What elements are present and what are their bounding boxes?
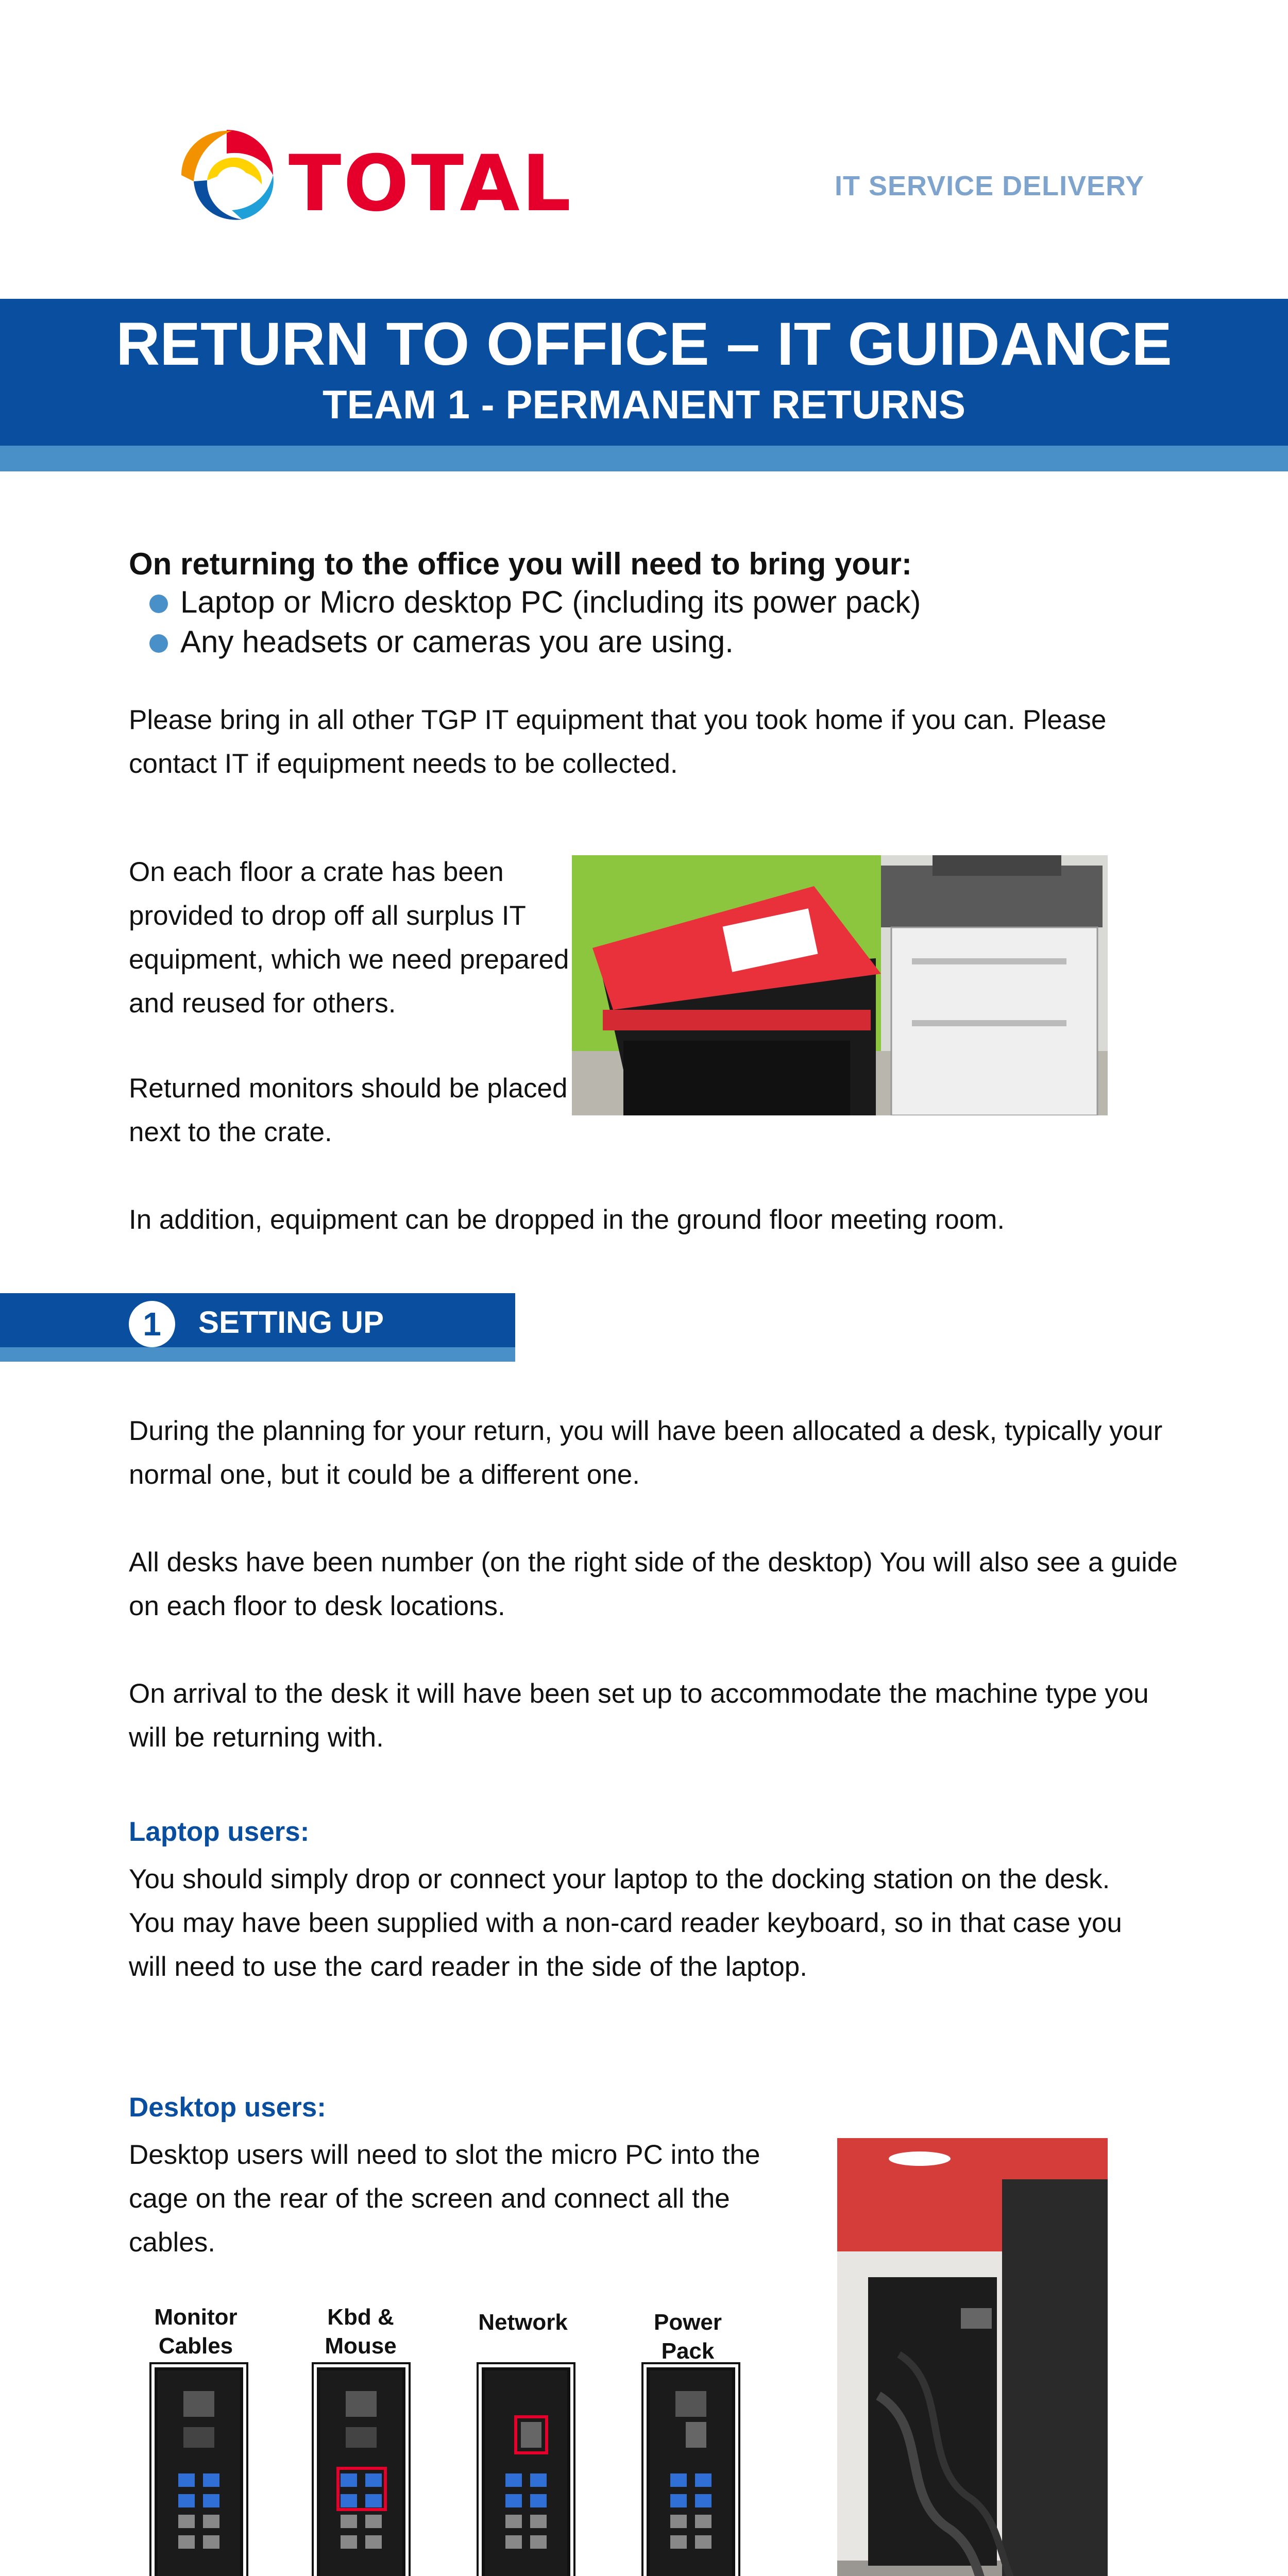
section-number-badge: 1: [129, 1301, 175, 1347]
pc-cage-photo: [837, 2138, 1108, 2576]
pc-rear-network-port: [482, 2367, 570, 2576]
list-item-text: Any headsets or cameras you are using.: [180, 624, 734, 659]
laptop-users-paragraph: You should simply drop or connect your laptop to the docking station on the desk. You may have been supplied with a non-card reader keyboard, so in that case you will need to use the card reader in the side of the laptop.: [129, 1864, 1122, 1982]
total-logo-icon: [175, 124, 278, 227]
section-bar-stripe: [0, 1347, 515, 1362]
list-item: [149, 582, 921, 622]
port-label-monitor: Monitor Cables: [154, 2304, 238, 2359]
port-label-power: Power Pack: [653, 2310, 722, 2364]
bullet-icon: [149, 634, 168, 653]
crate-paragraph: On each floor a crate has been provided to drop off all surplus IT equipment, which we need prepared and reused for others.: [129, 857, 569, 1019]
pc-rear-power-port: [647, 2367, 735, 2576]
monitor-paragraph: Returned monitors should be placed next to the crate.: [129, 1073, 568, 1147]
page-title: RETURN TO OFFICE – IT GUIDANCE: [116, 310, 1172, 378]
desk-numbers-paragraph: All desks have been number (on the right side of the desktop) You will also see a guide on each floor to desk locations.: [129, 1547, 1178, 1621]
arrival-paragraph: On arrival to the desk it will have been set up to accommodate the machine type you will be returning with.: [129, 1679, 1149, 1753]
service-label: IT SERVICE DELIVERY: [835, 171, 1145, 201]
planning-paragraph: During the planning for your return, you will have been allocated a desk, typically your normal one, but it could be a different one.: [129, 1416, 1163, 1490]
desktop-users-paragraph: Desktop users will need to slot the micro PC into the cage on the rear of the screen and connect all the cables.: [129, 2140, 760, 2258]
section-title: SETTING UP: [198, 1305, 384, 1340]
equipment-paragraph: Please bring in all other TGP IT equipment that you took home if you can. Please contact IT if equipment needs to be collected.: [129, 705, 1107, 779]
bring-list: [149, 582, 921, 662]
crate-photo: [572, 855, 1108, 1115]
port-label-network: Network: [478, 2310, 568, 2335]
pc-rear-keyboard-ports: [317, 2367, 405, 2576]
list-item-text: Laptop or Micro desktop PC (including its power pack): [180, 585, 921, 619]
desktop-users-heading: Desktop users:: [129, 2092, 326, 2123]
list-item: [149, 622, 921, 662]
laptop-users-heading: Laptop users:: [129, 1817, 310, 1847]
title-banner-stripe: [0, 446, 1288, 471]
addition-paragraph: In addition, equipment can be dropped in the ground floor meeting room.: [129, 1205, 1005, 1235]
page-subtitle: TEAM 1 - PERMANENT RETURNS: [322, 382, 966, 427]
bullet-icon: [149, 595, 168, 613]
brand-wordmark: TOTAL: [289, 139, 573, 229]
port-label-keyboard-mouse: Kbd & Mouse: [325, 2304, 397, 2359]
bring-heading: On returning to the office you will need to bring your:: [129, 547, 912, 581]
pc-rear-monitor-ports: [155, 2367, 243, 2576]
